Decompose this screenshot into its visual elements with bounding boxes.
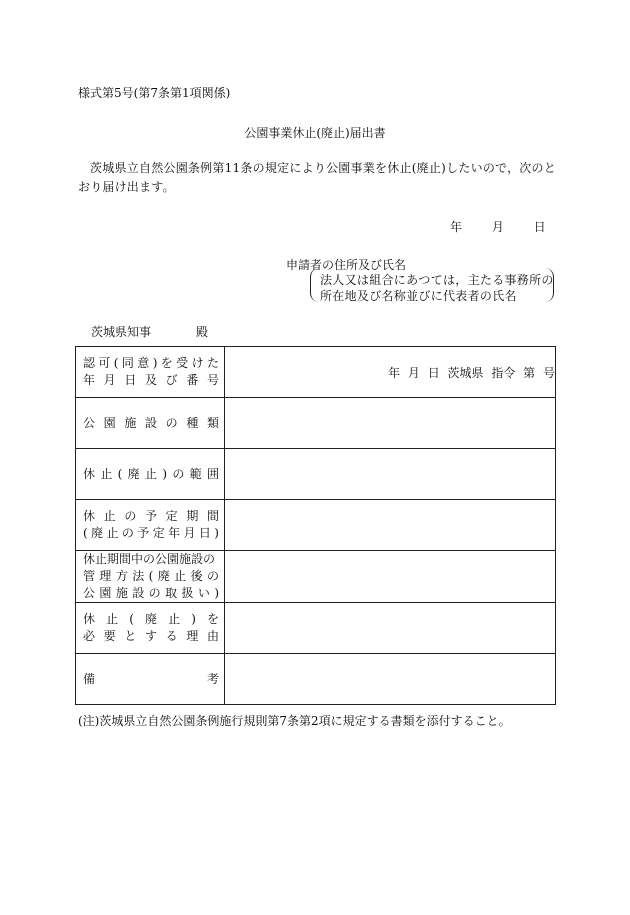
reason-label-line-2: 必要とする理由 <box>83 629 219 643</box>
reason-label-line-1: 休止(廃止)を <box>83 612 219 626</box>
facility-type-label: 公園施設の種類 <box>83 415 219 430</box>
table-row-facility-type <box>76 398 556 449</box>
facility-type-label-cell <box>76 398 225 449</box>
reason-label-cell <box>76 603 225 654</box>
management-label-line-1: 休止期間中の公園施設の <box>83 552 216 566</box>
applicant-note-line-1: 法人又は組合にあつては，主たる事務所の <box>320 273 554 287</box>
form-reference: 様式第5号(第7条第1項関係) <box>78 86 231 100</box>
scope-value-cell[interactable] <box>225 449 556 500</box>
table-row-period <box>76 500 556 551</box>
applicant-label: 申請者の住所及び氏名 <box>286 258 407 272</box>
remarks-value-cell[interactable] <box>225 654 556 705</box>
table-row-scope <box>76 449 556 500</box>
form-table <box>75 346 556 705</box>
addressee-honorific: 殿 <box>196 325 209 339</box>
scope-label-cell <box>76 449 225 500</box>
management-label-cell <box>76 551 225 603</box>
reason-value-cell[interactable] <box>225 603 556 654</box>
scope-label: 休止(廃止)の範囲 <box>83 466 219 481</box>
table-row-permit <box>76 347 556 398</box>
permit-label-cell <box>76 347 225 398</box>
facility-type-value-cell[interactable] <box>225 398 556 449</box>
table-row-management <box>76 551 556 603</box>
remarks-label: 備考 <box>83 671 219 686</box>
management-value-cell[interactable] <box>225 551 556 603</box>
footnote: (注)茨城県立自然公園条例施行規則第7条第2項に規定する書類を添付すること。 <box>78 714 511 728</box>
period-label-line-2: (廃止の予定年月日) <box>83 526 219 540</box>
period-label-line-1: 休止の予定期間 <box>83 509 219 523</box>
management-label-line-3: 公園施設の取扱い) <box>83 586 219 600</box>
body-paragraph: 茨城県立自然公園条例第11条の規定により公園事業を休止(廃止)したいので，次のとおり届け出ます。 <box>78 161 556 194</box>
applicant-note-line-2: 所在地及び名称並びに代表者の氏名 <box>320 289 517 303</box>
table-row-remarks <box>76 654 556 705</box>
permit-label-line-1: 認可(同意)を受けた <box>83 356 219 370</box>
permit-value-cell[interactable]: 年 月 日 茨城県 指令 第 号 <box>225 347 556 398</box>
remarks-label-cell <box>76 654 225 705</box>
addressee-name: 茨城県知事 <box>91 325 152 339</box>
period-value-cell[interactable] <box>225 500 556 551</box>
table-row-reason <box>76 603 556 654</box>
date-line: 年 月 日 <box>450 220 546 234</box>
period-label-cell <box>76 500 225 551</box>
permit-label-line-2: 年月日及び番号 <box>83 373 219 387</box>
page-title: 公園事業休止(廃止)届出書 <box>244 126 386 140</box>
management-label-line-2: 管理方法(廃止後の <box>83 569 219 583</box>
